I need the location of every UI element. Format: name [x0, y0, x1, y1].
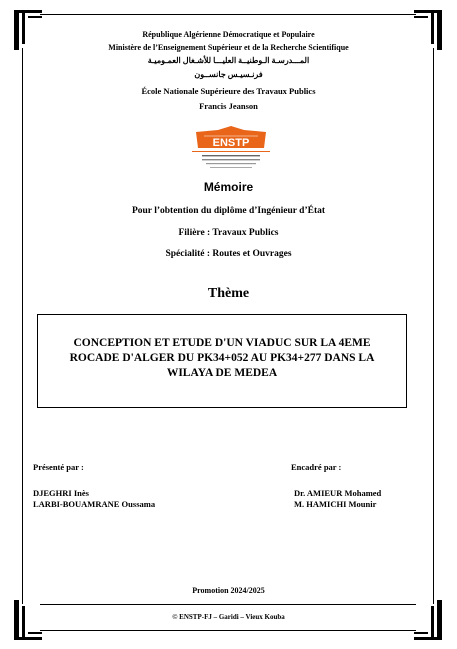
promotion: Promotion 2024/2025 — [192, 586, 265, 595]
frame-right-border — [433, 48, 434, 604]
school-name: École Nationale Supérieure des Travaux Publics — [141, 86, 316, 96]
supervisor-name: M. HAMICHI Mounir — [294, 499, 377, 509]
supervised-by-label: Encadré par : — [291, 462, 342, 472]
named-after-arabic: فرنـسيـس جانســون — [194, 70, 263, 79]
footer-divider — [40, 604, 416, 605]
theme-title: CONCEPTION ET ETUDE D'UN VIADUC SUR LA 4EME ROCADE D'ALGER DU PK34+052 AU PK34+277 DANS LA WILAYA DE MEDEA — [69, 336, 375, 379]
theme-box — [37, 314, 407, 408]
student-name: DJEGHRI Inès — [33, 488, 89, 498]
presented-by-label: Présenté par : — [33, 462, 84, 472]
document-type: Mémoire — [203, 180, 254, 194]
specialite: Spécialité : Routes et Ouvrages — [165, 249, 292, 259]
republic-name: République Algérienne Démocratique et Populaire — [142, 30, 315, 39]
ministry-name: Ministère de l’Enseignement Supérieur et de la Recherche Scientifique — [108, 43, 349, 52]
frame-left-border — [22, 48, 23, 604]
school-name-arabic: المـــدرسـة الـوطنيــة العليـــا للأشـغال العمـوميـة — [147, 56, 310, 65]
student-name: LARBI-BOUAMRANE Oussama — [33, 499, 156, 509]
filiere: Filière : Travaux Publics — [178, 228, 279, 238]
frame-bottom-border — [40, 630, 416, 631]
logo-text: ENSTP — [212, 137, 250, 149]
supervisor-name: Dr. AMIEUR Mohamed — [294, 488, 382, 498]
frame-top-border — [40, 14, 416, 15]
named-after: Francis Jeanson — [199, 101, 258, 111]
footer-text: © ENSTP-FJ – Garidi – Vieux Kouba — [172, 613, 285, 621]
theme-heading: Thème — [207, 286, 250, 301]
degree-purpose: Pour l’obtention du diplôme d’Ingénieur d’État — [131, 206, 326, 216]
enstp-logo — [190, 126, 272, 170]
